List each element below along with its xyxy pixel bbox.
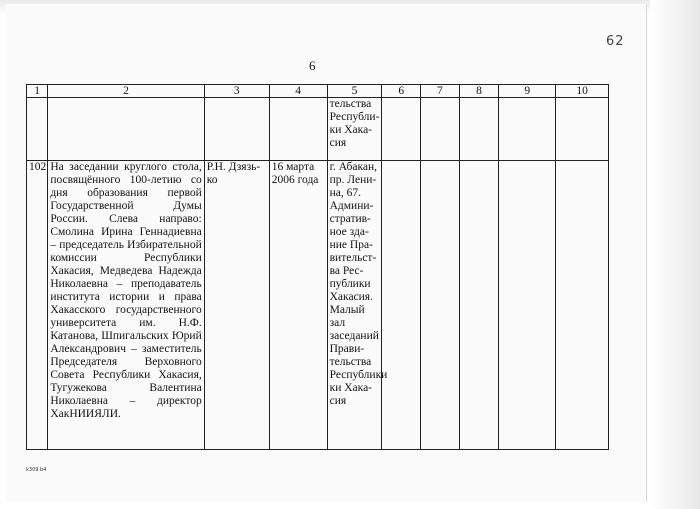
scan-right-edge [650, 0, 700, 509]
header-cell-9: 9 [499, 85, 556, 98]
header-cell-5: 5 [327, 85, 382, 98]
date-cell: 16 марта 2006 года [269, 161, 327, 450]
header-cell-6: 6 [382, 85, 421, 98]
cell-empty [204, 98, 269, 161]
cell-6 [382, 161, 421, 450]
cell-empty [269, 98, 327, 161]
handwritten-sheet-number: 62 [606, 34, 625, 49]
cell-9 [499, 161, 556, 450]
cell-empty [556, 98, 609, 161]
description-cell: На заседании круглого стола, посвящённого 100-летию со дня образования первой Государственной Думы России. Слева направо: Смолина Ирина Геннадиевна – председатель Избирательной комиссии Республики Хакасия, Медведева Надежда Николаевна – преподаватель института истории и права Хакасского государственного университета им. Н.Ф. Катанова, Шпигальских Юрий Александрович – заместитель Председателя Верховного Совета Республики Хакасия, Тугужекова Валентина Николаевна – директор ХакНИИЯЛИ. [48, 161, 204, 450]
cell-empty [27, 98, 48, 161]
header-cell-4: 4 [269, 85, 327, 98]
register-table [26, 84, 609, 450]
cell-empty [421, 98, 460, 161]
header-cell-1: 1 [27, 85, 48, 98]
header-row [27, 85, 609, 98]
cell-empty [48, 98, 204, 161]
cell-7 [421, 161, 460, 450]
page-number: 6 [309, 58, 316, 73]
header-cell-8: 8 [459, 85, 499, 98]
header-cell-7: 7 [421, 85, 460, 98]
header-cell-10: 10 [556, 85, 609, 98]
cell-empty [382, 98, 421, 161]
cell-empty [499, 98, 556, 161]
row-number-cell: 102 [27, 161, 48, 450]
place-cell: г. Абакан, пр. Лени- на, 67. Админи- стратив- ное зда- ние Пра- вительст- ва Рес- публики Хакасия. Малый зал заседаний Прави- тельства Республики ки Хака- сия [327, 161, 382, 450]
table-row [27, 161, 609, 450]
continuation-row [27, 98, 609, 161]
footer-code: k309 b4 [26, 467, 47, 473]
header-cell-2: 2 [48, 85, 204, 98]
cell-empty [459, 98, 499, 161]
continued-place-cell: тельства Республи- ки Хака- сия [327, 98, 382, 161]
cell-10 [556, 161, 609, 450]
author-cell: Р.Н. Дзязь- ко [204, 161, 269, 450]
header-cell-3: 3 [204, 85, 269, 98]
cell-8 [459, 161, 499, 450]
